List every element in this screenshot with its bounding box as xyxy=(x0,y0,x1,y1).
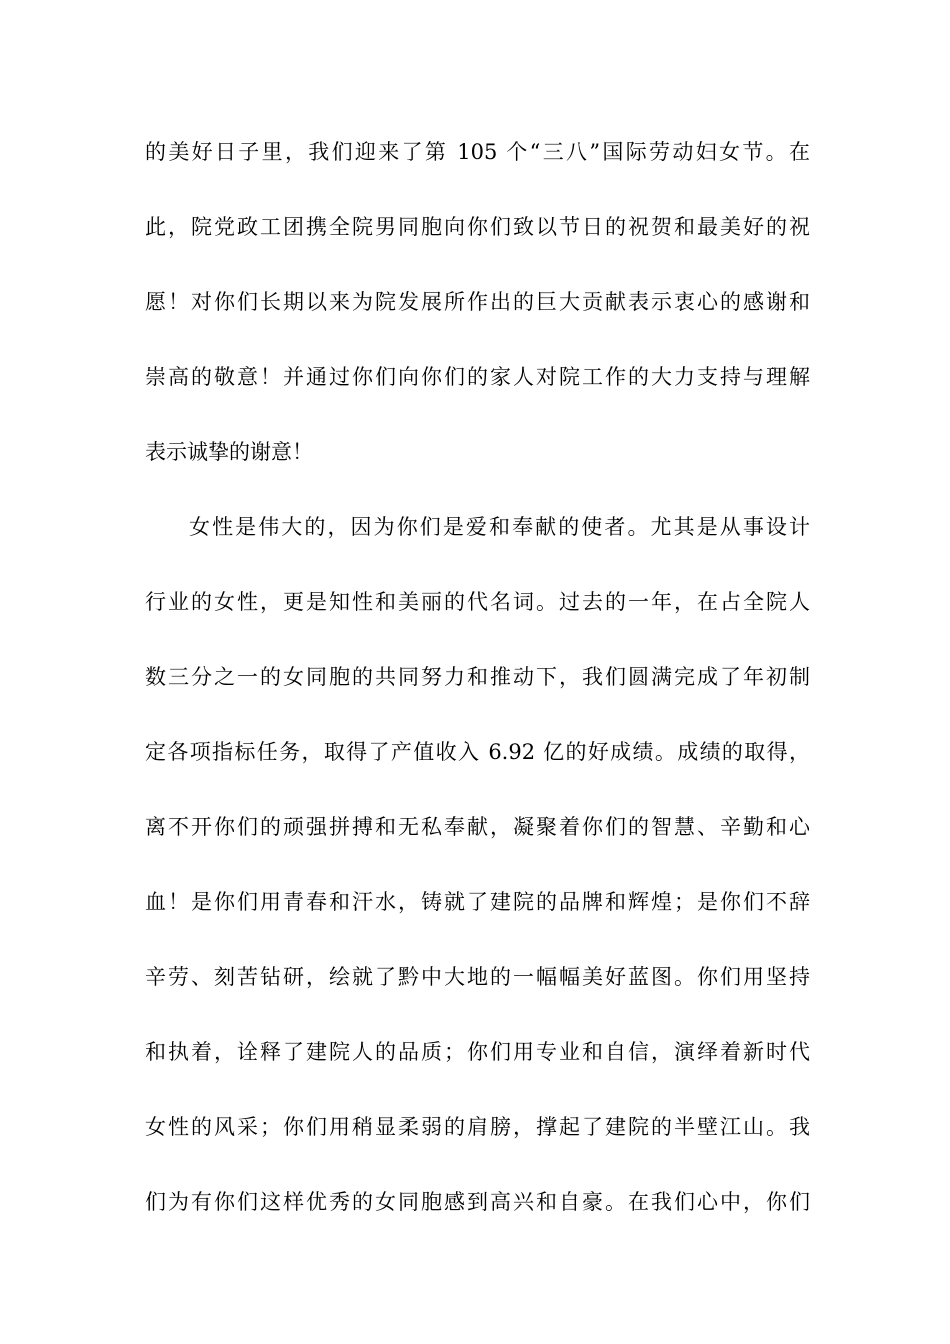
paragraph-2 xyxy=(145,509,810,1221)
text-line: 行业的女性，更是知性和美丽的代名词。过去的一年，在占全院人 xyxy=(145,590,810,614)
text-line: 和执着，诠释了建院人的品质；你们用专业和自信，演绎着新时代 xyxy=(145,1040,810,1064)
text-line: 辛劳、刻苦钻研，绘就了黔中大地的一幅幅美好蓝图。你们用坚持 xyxy=(145,965,810,989)
paragraph-1 xyxy=(145,134,810,471)
text-line: 此，院党政工团携全院男同胞向你们致以节日的祝贺和最美好的祝 xyxy=(145,215,810,239)
text-line: 女性的风采；你们用稍显柔弱的肩膀，撑起了建院的半壁江山。我 xyxy=(145,1115,810,1139)
text-line: 愿！对你们长期以来为院发展所作出的巨大贡献表示衷心的感谢和 xyxy=(145,290,810,314)
text-line: 离不开你们的顽强拼搏和无私奉献，凝聚着你们的智慧、辛勤和心 xyxy=(145,815,810,839)
text-line: 定各项指标任务，取得了产值收入 6.92 亿的好成绩。成绩的取得， xyxy=(145,740,810,764)
document-body xyxy=(145,134,810,1259)
text-line: 血！是你们用青春和汗水，铸就了建院的品牌和辉煌；是你们不辞 xyxy=(145,890,810,914)
text-line: 们为有你们这样优秀的女同胞感到高兴和自豪。在我们心中，你们 xyxy=(145,1190,810,1214)
text-line: 崇高的敬意！并通过你们向你们的家人对院工作的大力支持与理解 xyxy=(145,365,810,389)
text-line: 的美好日子里，我们迎来了第 105 个“三八”国际劳动妇女节。在 xyxy=(145,140,810,164)
text-line: 表示诚挚的谢意！ xyxy=(145,440,313,464)
text-line: 女性是伟大的，因为你们是爱和奉献的使者。尤其是从事设计 xyxy=(189,515,810,539)
text-line: 数三分之一的女同胞的共同努力和推动下，我们圆满完成了年初制 xyxy=(145,665,810,689)
